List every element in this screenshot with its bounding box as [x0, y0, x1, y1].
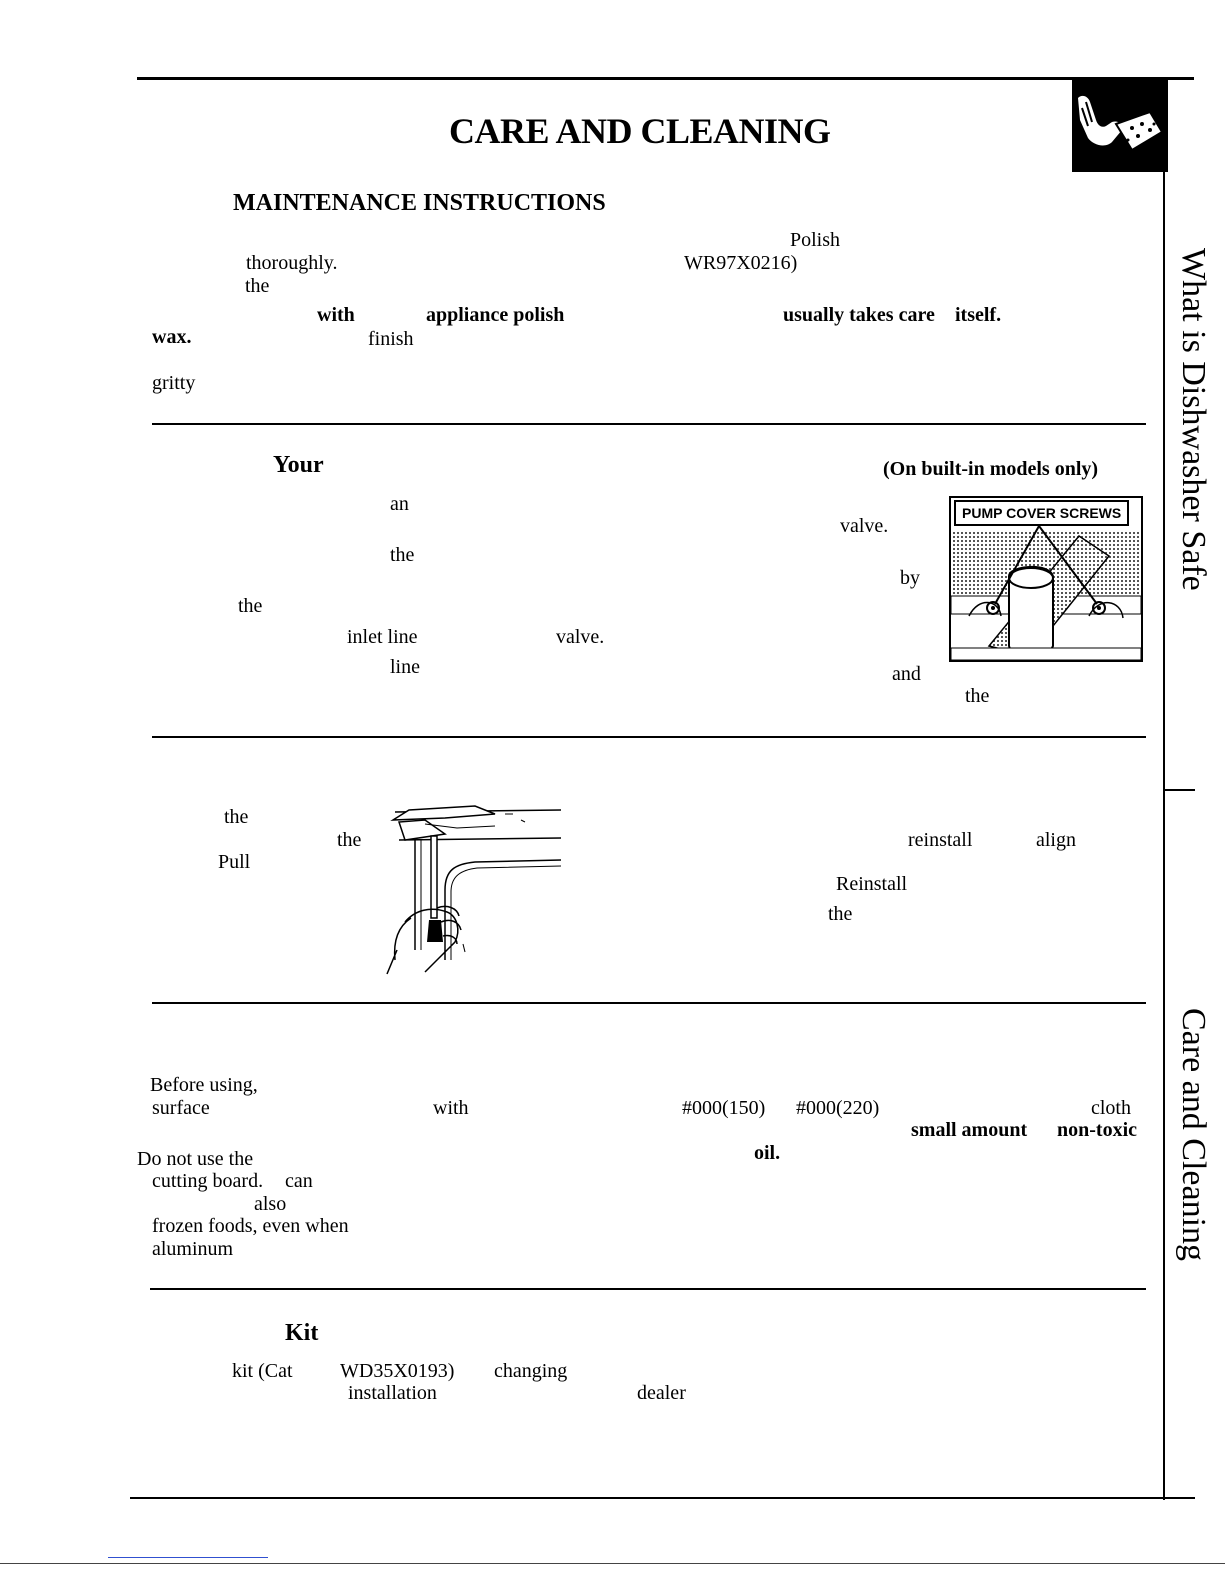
block-word-5: cutting board.: [152, 1170, 264, 1192]
kit-heading-word: Kit: [285, 1320, 319, 1346]
divider-2: [152, 736, 1146, 738]
maint-word-7: gritty: [152, 372, 196, 394]
winter-word-4: inlet line: [347, 626, 418, 648]
block-word-4: Do not use the: [137, 1148, 254, 1170]
side-tab-care-cleaning: Care and Cleaning: [1175, 1008, 1212, 1262]
winter-right-2: by: [900, 567, 920, 589]
section-heading: MAINTENANCE INSTRUCTIONS: [233, 190, 606, 216]
side-tab-dishwasher-safe: What is Dishwasher Safe: [1175, 248, 1212, 591]
block-right-2: #000(220): [796, 1097, 880, 1119]
door-word-3: Pull: [218, 851, 251, 873]
kit-word-1: kit (Cat: [232, 1360, 293, 1382]
kit-word-2: WD35X0193): [340, 1360, 455, 1382]
door-right-1: reinstall: [908, 829, 973, 851]
winter-word-2: the: [390, 544, 415, 566]
block-right-5: non-toxic: [1057, 1119, 1137, 1141]
maint-right-3: usually takes care: [783, 304, 935, 326]
side-tab-separator: [1165, 789, 1195, 791]
page-title: CARE AND CLEANING: [449, 111, 831, 151]
winter-word-3: the: [238, 595, 263, 617]
door-right-4: the: [828, 903, 853, 925]
winter-heading-word: Your: [273, 452, 324, 478]
maint-word-5: wax.: [152, 326, 192, 348]
winter-word-5: valve.: [556, 626, 605, 648]
door-word-2: the: [337, 829, 362, 851]
link-underline: [108, 1557, 268, 1558]
footer-hairline: [0, 1563, 1225, 1564]
block-word-7: also: [254, 1193, 287, 1215]
winter-word-1: an: [390, 493, 409, 515]
maint-right-4: itself.: [955, 304, 1002, 326]
block-right-3: cloth: [1091, 1097, 1131, 1119]
maint-right-1: Polish: [790, 229, 841, 251]
block-right-1: #000(150): [682, 1097, 766, 1119]
kit-word-5: dealer: [637, 1382, 686, 1404]
block-word-9: aluminum: [152, 1238, 234, 1260]
divider-4: [150, 1288, 1146, 1290]
block-word-6: can: [285, 1170, 313, 1192]
maint-right-2: WR97X0216): [684, 252, 798, 274]
maint-word-4: appliance polish: [426, 304, 565, 326]
block-word-1: Before using,: [150, 1074, 258, 1096]
divider-1: [152, 423, 1146, 425]
kit-word-4: installation: [348, 1382, 437, 1404]
winter-right-3: and: [892, 663, 921, 685]
block-word-3: with: [433, 1097, 469, 1119]
winter-word-6: line: [390, 656, 420, 678]
maint-word-3: with: [317, 304, 355, 326]
winter-right-heading: (On built-in models only): [883, 458, 1099, 480]
divider-3: [152, 1002, 1146, 1004]
side-tab-divider: [1163, 170, 1165, 1500]
block-right-4: small amount: [911, 1119, 1028, 1141]
maint-word-1: thoroughly.: [246, 252, 338, 274]
door-screwdriver-figure: [385, 800, 585, 975]
top-rule: [137, 77, 1194, 80]
block-right-6: oil.: [754, 1142, 781, 1164]
maint-word-6: finish: [368, 328, 414, 350]
kit-word-3: changing: [494, 1360, 568, 1382]
door-word-1: the: [224, 806, 249, 828]
winter-right-1: valve.: [840, 515, 889, 537]
door-right-3: Reinstall: [836, 873, 908, 895]
pump-cover-screws-label: PUMP COVER SCREWS: [954, 500, 1129, 526]
door-right-2: align: [1036, 829, 1076, 851]
block-word-8: frozen foods, even when: [152, 1215, 349, 1237]
maint-word-2: the: [245, 275, 270, 297]
winter-right-4: the: [965, 685, 990, 707]
block-word-2: surface: [152, 1097, 210, 1119]
hand-sponge-icon: [1072, 80, 1168, 172]
bottom-rule: [130, 1497, 1195, 1499]
